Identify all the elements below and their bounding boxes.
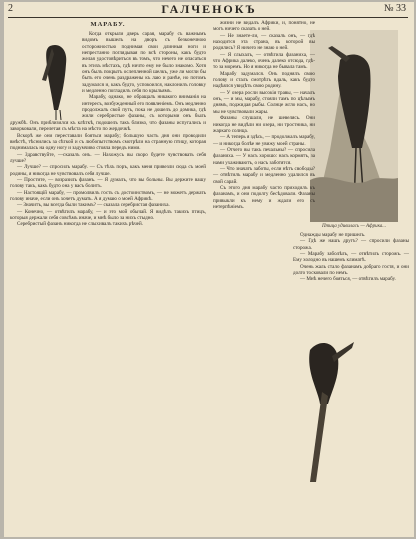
- paragraph: Однажды марабу не пришелъ.: [300, 232, 366, 238]
- paragraph: Серебристый фазанъ никогда не слыхивалъ такихъ рѣчей.: [17, 221, 143, 228]
- paragraph: — Марабу заболѣлъ, — отвѣтилъ сторожъ. — Ему холодно въ нашемъ климатѣ.: [293, 251, 409, 264]
- paragraph: — Лучше? — спросилъ марабу. — Съ тѣхъ поръ, какъ меня привезли сюда съ моей родины, я никогда не чувствовалъ себя лучше.: [10, 164, 206, 177]
- paragraph: — У озера росли высокія травы, — началъ онъ, — и мы, марабу, стояли тамъ по цѣлымъ днямъ, поджидая рыбы. Солнце жгло насъ, но мы не чувствовали жары.: [213, 89, 315, 115]
- illustration-space-right: [315, 20, 409, 232]
- paragraph: — Что значатъ заботы, если нѣтъ свободы? — отвѣтилъ марабу и медленно удалился въ свой сарай.: [213, 165, 315, 185]
- illustration-space-lower: [213, 210, 293, 360]
- paragraph: — Простите, — возразилъ фазанъ. — Я думалъ, что вы больны. Вы держите вашу голову такъ, какъ будто она у васъ болитъ.: [10, 176, 206, 190]
- text-column-left: [10, 20, 206, 228]
- illustration-caption: Птица удивилась — Африка...: [321, 224, 387, 229]
- paragraph: — Конечно, — отвѣтилъ марабу, — и это мой обычай. Я видѣлъ такихъ птицъ, которыя держали себя совсѣмъ иначе, и мнѣ было за нихъ стыдно.: [10, 208, 206, 221]
- paragraph: — Здравствуйте, —сказалъ онъ. — Нахожусь вы скоро будете чувствовать себя лучше?: [10, 151, 206, 164]
- journal-page: [4, 2, 414, 537]
- page-number: 2: [8, 3, 13, 14]
- paragraph: — Гдѣ же нашъ другъ? — спросили фазаны сторожа.: [293, 238, 409, 251]
- paragraph: Когда открыли дверь сарая, марабу съ важнымъ видомъ вышелъ на дворъ съ безконечною осторожностью поднимая свои длинныя ноги и непрестанно поглядывая по всѣ стороны, какъ будто желая удостовѣриться въ томъ, что нечего не опасаться въ этихъ мѣстахъ, гдѣ ничто ему не было знакомо. Хотя онъ былъ покрытъ ослепленной шелкъ, уже ли могли бы быть его очень раздражены къ лаю и ранѣе, но потомъ задумался и, какъ будто, успокоился, наклонилъ головку и медленно погладилъ себя по крыльямъ.: [82, 31, 206, 95]
- journal-title: ГАЛЧЕНОКЪ: [161, 2, 257, 16]
- paragraph: Марабу задумался. Онъ поднялъ свою голову и сталъ смотрѣть вдаль, какъ будто надѣялся увидѣть свою родину.: [213, 70, 315, 90]
- header-rule: [8, 17, 408, 18]
- paragraph: — Я слыхалъ, — отвѣтила фазаниха, — что Африка далеко, очень далеко отсюда, гдѣ-то за моремъ. Но я никогда не бывала тамъ.: [213, 51, 315, 71]
- paragraph: Очень жаль стало фазанамъ добраго гостя, и они долго тосковали по немъ.: [293, 263, 409, 277]
- illustration-space-left: [10, 31, 82, 119]
- paragraph: Вскорѣ же они переставали бояться марабу; большую часть дня они проводили вмѣстѣ, тѣснились за сѣткой и съ любопытствомъ смотрѣли на странную птицу, которая поднималась на одну ногу и задумчиво стояла передъ ними.: [10, 132, 206, 152]
- paragraph: — А теперь я здѣсь, — продолжалъ марабу, — и никогда болѣе не увижу моей страны.: [213, 134, 315, 147]
- paragraph: — Отчего вы такъ печальны? — спросила фазаниха. — У насъ хорошо: насъ кормятъ, за нами ухаживаютъ, о насъ заботятся.: [213, 146, 315, 166]
- story-heading: МАРАБУ.: [90, 21, 126, 28]
- paragraph: — Настоящій марабу, — промолвилъ гость съ достоинствомъ, — не можетъ держать голову иначе, если онъ хочетъ думать. А я думаю о моей Африкѣ.: [10, 189, 206, 202]
- paragraph: Съ этого дня марабу часто приходилъ къ фазанамъ, и они подолгу бесѣдовали. Фазаны привыкли къ нему и ждали его съ нетерпѣніемъ.: [213, 184, 315, 210]
- paragraph: — Не знаете-ли, — сказалъ онъ, — гдѣ находится эта страна, въ которой вы родились? Я ничего не знаю о ней.: [213, 32, 315, 52]
- page-header: [4, 2, 414, 18]
- paragraph: жизни не видалъ Африки, и, понятно, не могъ ничего сказать о ней.: [213, 20, 315, 33]
- paragraph: Фазаны слушали, не шевелясь. Они никогда не видѣли ни озера, ни тростника, ни жаркаго солнца.: [213, 115, 315, 134]
- paragraph: Марабу, однако, не обращалъ никакого вниманія на интересъ, возбужденный его появленіемъ. Онъ медленно продолжалъ свой путь, пока не дошелъ до домика, гдѣ жили серебристые фазаны, съ которыми онъ былъ дружбѣ. Онъ приблизился къ клѣткѣ, подошелъ такъ близко, что фазаны испугались и заворковали, перелетая съ мѣста на мѣсто по жердочкѣ.: [10, 94, 206, 133]
- paragraph: — Значитъ, вы всегда были такимъ? — сказала серебристая фазаниха.: [17, 202, 170, 209]
- text-column-right: [213, 20, 409, 360]
- paragraph: — Мнѣ нечего бояться, — отвѣтилъ марабу.: [300, 276, 396, 283]
- issue-number: № 33: [383, 3, 406, 14]
